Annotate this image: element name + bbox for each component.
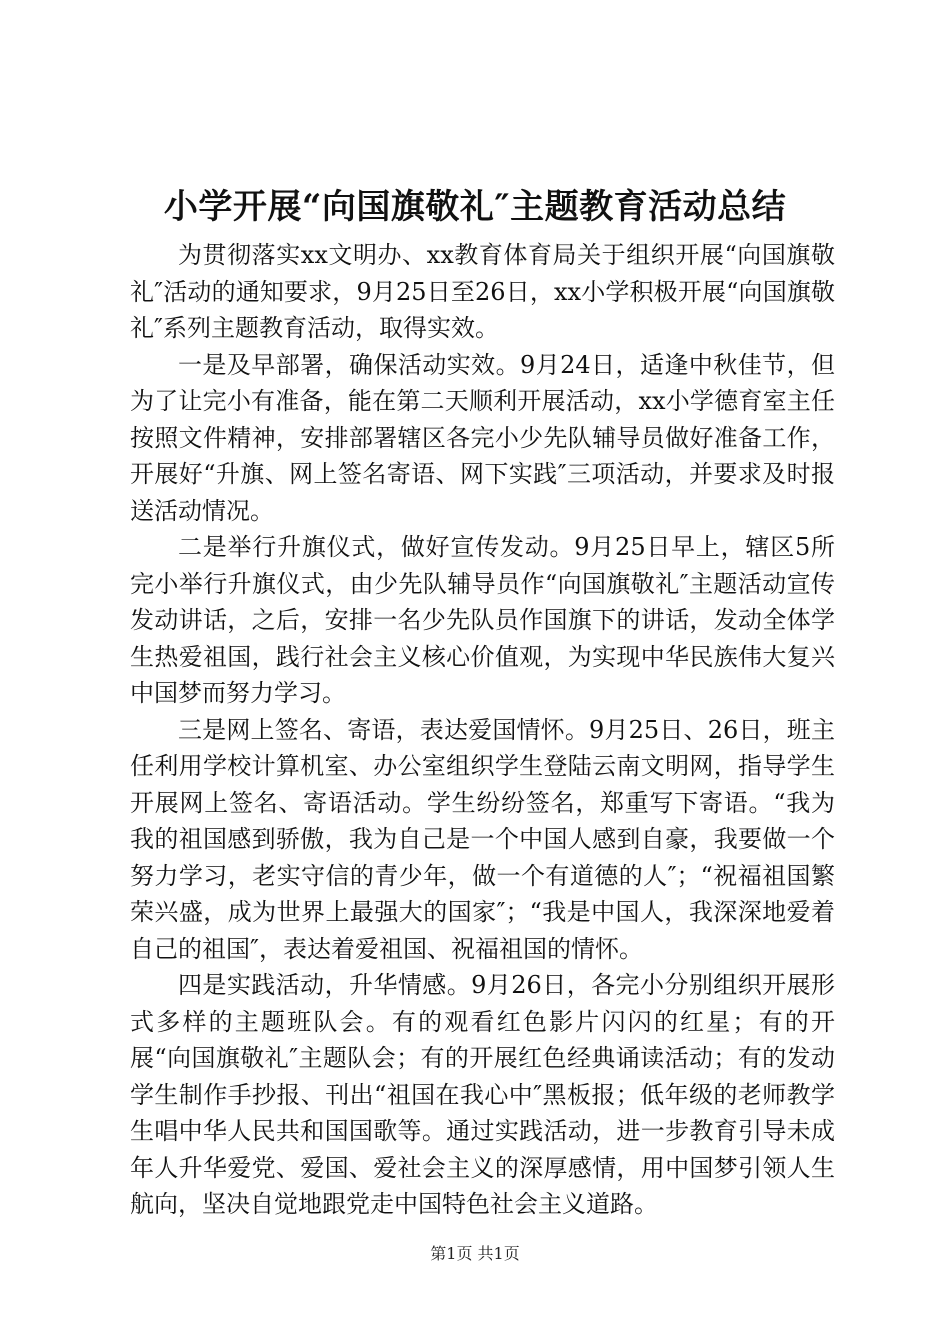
- paragraph-point-four: 四是实践活动，升华情感。9月26日，各完小分别组织开展形式多样的主题班队会。有的观看红色影片闪闪的红星；有的开展“向国旗敬礼″主题队会；有的开展红色经典诵读活动；有的发动学生制作手抄报、刊出“祖国在我心中″黑板报；低年级的老师教学生唱中华人民共和国国歌等。通过实践活动，进一步教育引导未成年人升华爱党、爱国、爱社会主义的深厚感情，用中国梦引领人生航向，坚决自觉地跟党走中国特色社会主义道路。: [130, 971, 835, 1218]
- page-footer: 第1页 共1页: [430, 1244, 520, 1263]
- paragraph-intro: 为贯彻落实xx文明办、xx教育体育局关于组织开展“向国旗敬礼″活动的通知要求，9月25日至26日，xx小学积极开展“向国旗敬礼″系列主题教育活动，取得实效。: [130, 241, 835, 342]
- paragraph-point-three: 三是网上签名、寄语，表达爱国情怀。9月25日、26日，班主任利用学校计算机室、办公室组织学生登陆云南文明网，指导学生开展网上签名、寄语活动。学生纷纷签名，郑重写下寄语。“我为我的祖国感到骄傲，我为自己是一个中国人感到自豪，我要做一个努力学习，老实守信的青少年，做一个有道德的人″；“祝福祖国繁荣兴盛，成为世界上最强大的国家″；“我是中国人，我深深地爱着自己的祖国″，表达着爱祖国、祝福祖国的情怀。: [130, 715, 835, 963]
- document-title: 小学开展“向国旗敬礼″主题教育活动总结: [163, 187, 787, 227]
- paragraph-point-one: 一是及早部署，确保活动实效。9月24日，适逢中秋佳节，但为了让完小有准备，能在第二天顺利开展活动，xx小学德育室主任按照文件精神，安排部署辖区各完小少先队辅导员做好准备工作，开展好“升旗、网上签名寄语、网下实践″三项活动，并要求及时报送活动情况。: [130, 350, 835, 525]
- paragraph-point-two: 二是举行升旗仪式，做好宣传发动。9月25日早上，辖区5所完小举行升旗仪式，由少先队辅导员作“向国旗敬礼″主题活动宣传发动讲话，之后，安排一名少先队员作国旗下的讲话，发动全体学生热爱祖国，践行社会主义核心价值观，为实现中华民族伟大复兴中国梦而努力学习。: [130, 533, 835, 707]
- document-body: [130, 237, 835, 1223]
